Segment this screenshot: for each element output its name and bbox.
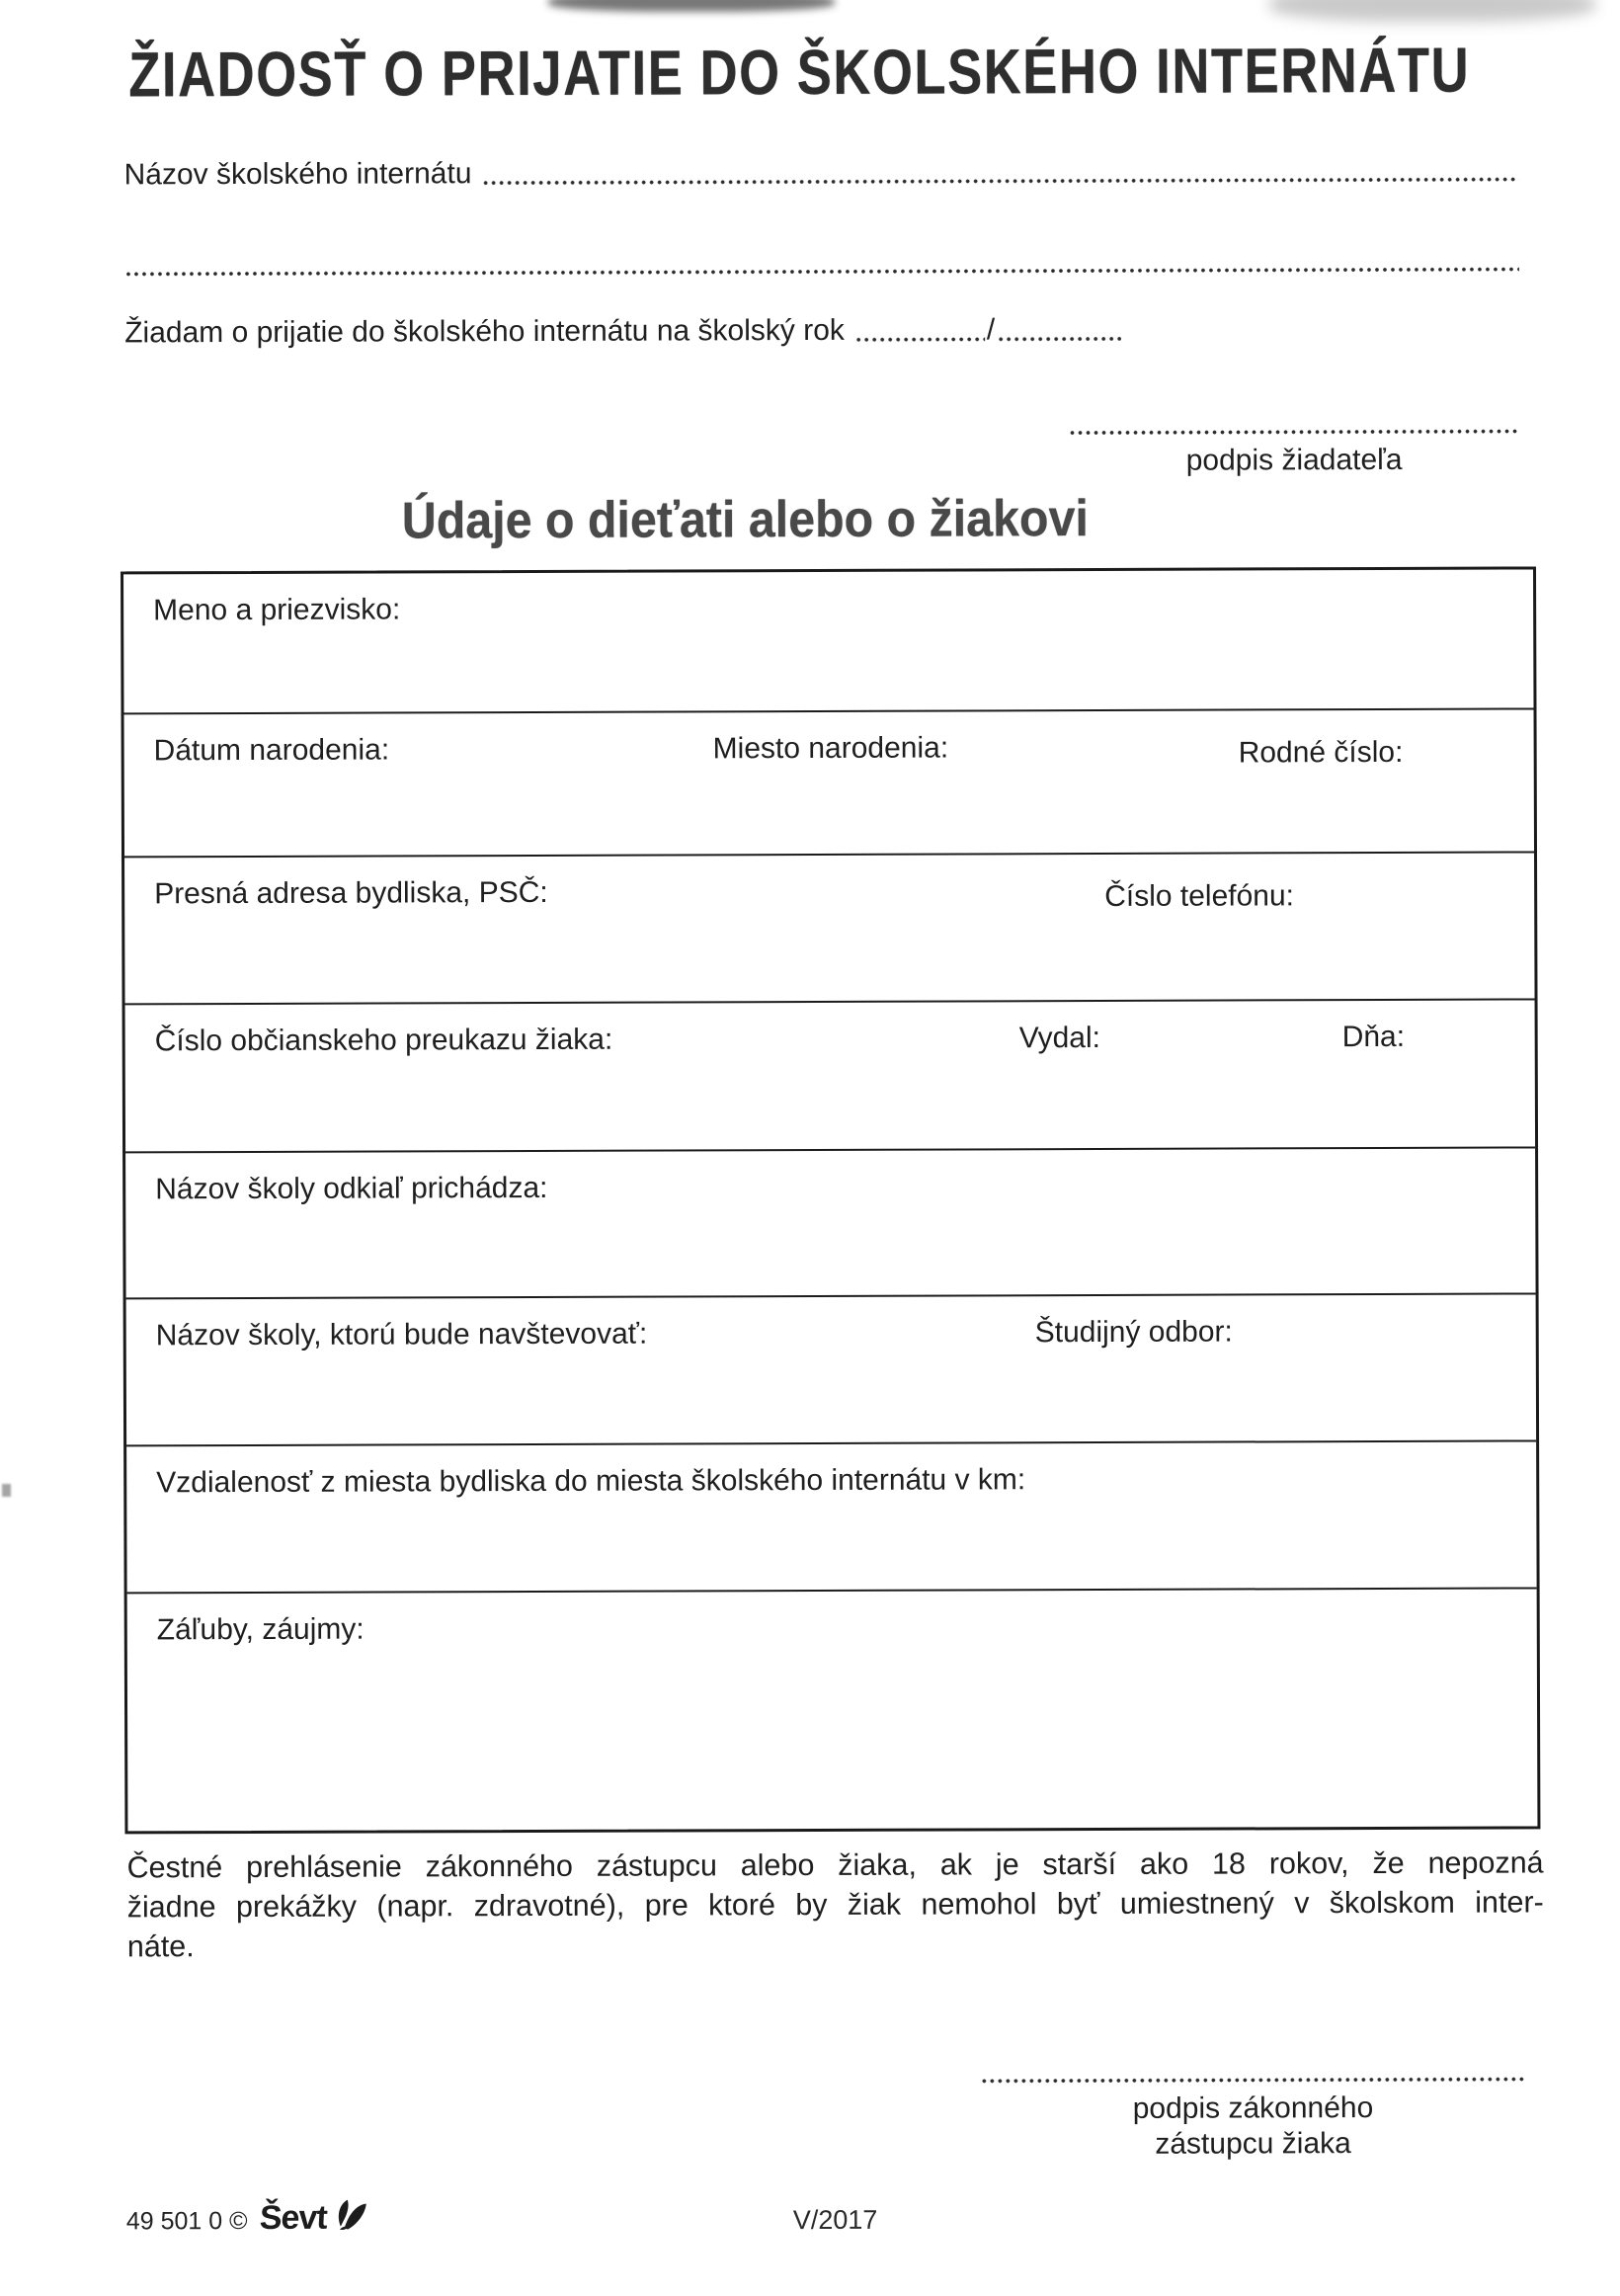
student-data-table	[121, 566, 1540, 1834]
field-label-study-field: Študijný odbor:	[1034, 1315, 1233, 1350]
guardian-signature-block	[980, 2076, 1525, 2165]
table-row-previous-school	[125, 1148, 1536, 1299]
guardian-signature-caption-1: podpis zákonného	[1132, 2091, 1374, 2125]
school-year-separator: /	[986, 313, 996, 347]
table-row-hobbies	[127, 1589, 1538, 1831]
field-label-id-card-number: Číslo občianskeho preukazu žiaka:	[154, 1023, 613, 1058]
applicant-signature-block	[1069, 428, 1520, 481]
guardian-signature-line	[980, 2076, 1525, 2084]
field-label-previous-school: Názov školy odkiaľ prichádza:	[155, 1171, 548, 1206]
field-label-issued-on: Dňa:	[1341, 1020, 1406, 1054]
dormitory-name-label: Názov školského internátu	[123, 157, 472, 192]
request-label: Žiadam o prijatie do školského internátu na školský rok	[124, 313, 845, 350]
dormitory-name-fill-line	[481, 176, 1518, 186]
footer-publisher-block	[126, 2193, 372, 2239]
butterfly-logo-icon	[334, 2197, 367, 2238]
applicant-signature-line	[1069, 428, 1520, 436]
student-section-heading: Údaje o dieťati alebo o žiakovi	[401, 490, 1089, 550]
field-label-birth-date: Dátum narodenia:	[153, 733, 390, 768]
field-label-personal-id: Rodné číslo:	[1238, 735, 1404, 770]
school-year-to-fill	[997, 336, 1121, 342]
school-year-from-fill	[854, 336, 985, 342]
dormitory-name-row	[124, 153, 1519, 192]
declaration-line: náte.	[126, 1929, 195, 1964]
request-row	[124, 313, 1121, 351]
declaration-line: Čestné prehlásenie zákonného zástupcu alebo žiaka, ak je starší ako 18 rokov, že nepozná	[126, 1845, 1544, 1885]
field-label-name: Meno a priezvisko:	[153, 593, 401, 627]
publisher-logo-text: Ševt	[258, 2198, 328, 2237]
field-label-hobbies: Záľuby, záujmy:	[156, 1612, 364, 1647]
table-row-birth	[124, 709, 1534, 858]
field-label-issued-by: Vydal:	[1018, 1021, 1100, 1055]
edition-code: V/2017	[792, 2204, 878, 2236]
field-label-birth-place: Miesto narodenia:	[712, 731, 949, 766]
applicant-signature-caption: podpis žiadateľa	[1185, 443, 1403, 477]
field-label-address: Presná adresa bydliska, PSČ:	[154, 875, 548, 911]
field-label-phone: Číslo telefónu:	[1104, 879, 1295, 913]
table-row-name	[123, 569, 1533, 714]
dormitory-name-fill-line-2	[124, 266, 1519, 277]
table-row-future-school	[126, 1294, 1537, 1446]
guardian-signature-caption-2: zástupcu žiaka	[1155, 2127, 1351, 2161]
table-row-id-card	[125, 1000, 1536, 1153]
table-row-address	[124, 853, 1535, 1005]
form-code: 49 501 0 ©	[125, 2207, 248, 2236]
form-title: ŽIADOSŤ O PRIJATIE DO ŠKOLSKÉHO INTERNÁTU	[128, 34, 1471, 111]
declaration-line: žiadne prekážky (napr. zdravotné), pre ktoré by žiak nemohol byť umiestnený v školskom inter-	[126, 1885, 1544, 1925]
field-label-future-school: Názov školy, ktorú bude navštevovať:	[155, 1317, 648, 1353]
table-row-distance	[126, 1441, 1537, 1594]
declaration-paragraph	[127, 1843, 1544, 1966]
field-label-distance: Vzdialenosť z miesta bydliska do miesta školského internátu v km:	[156, 1463, 1026, 1500]
